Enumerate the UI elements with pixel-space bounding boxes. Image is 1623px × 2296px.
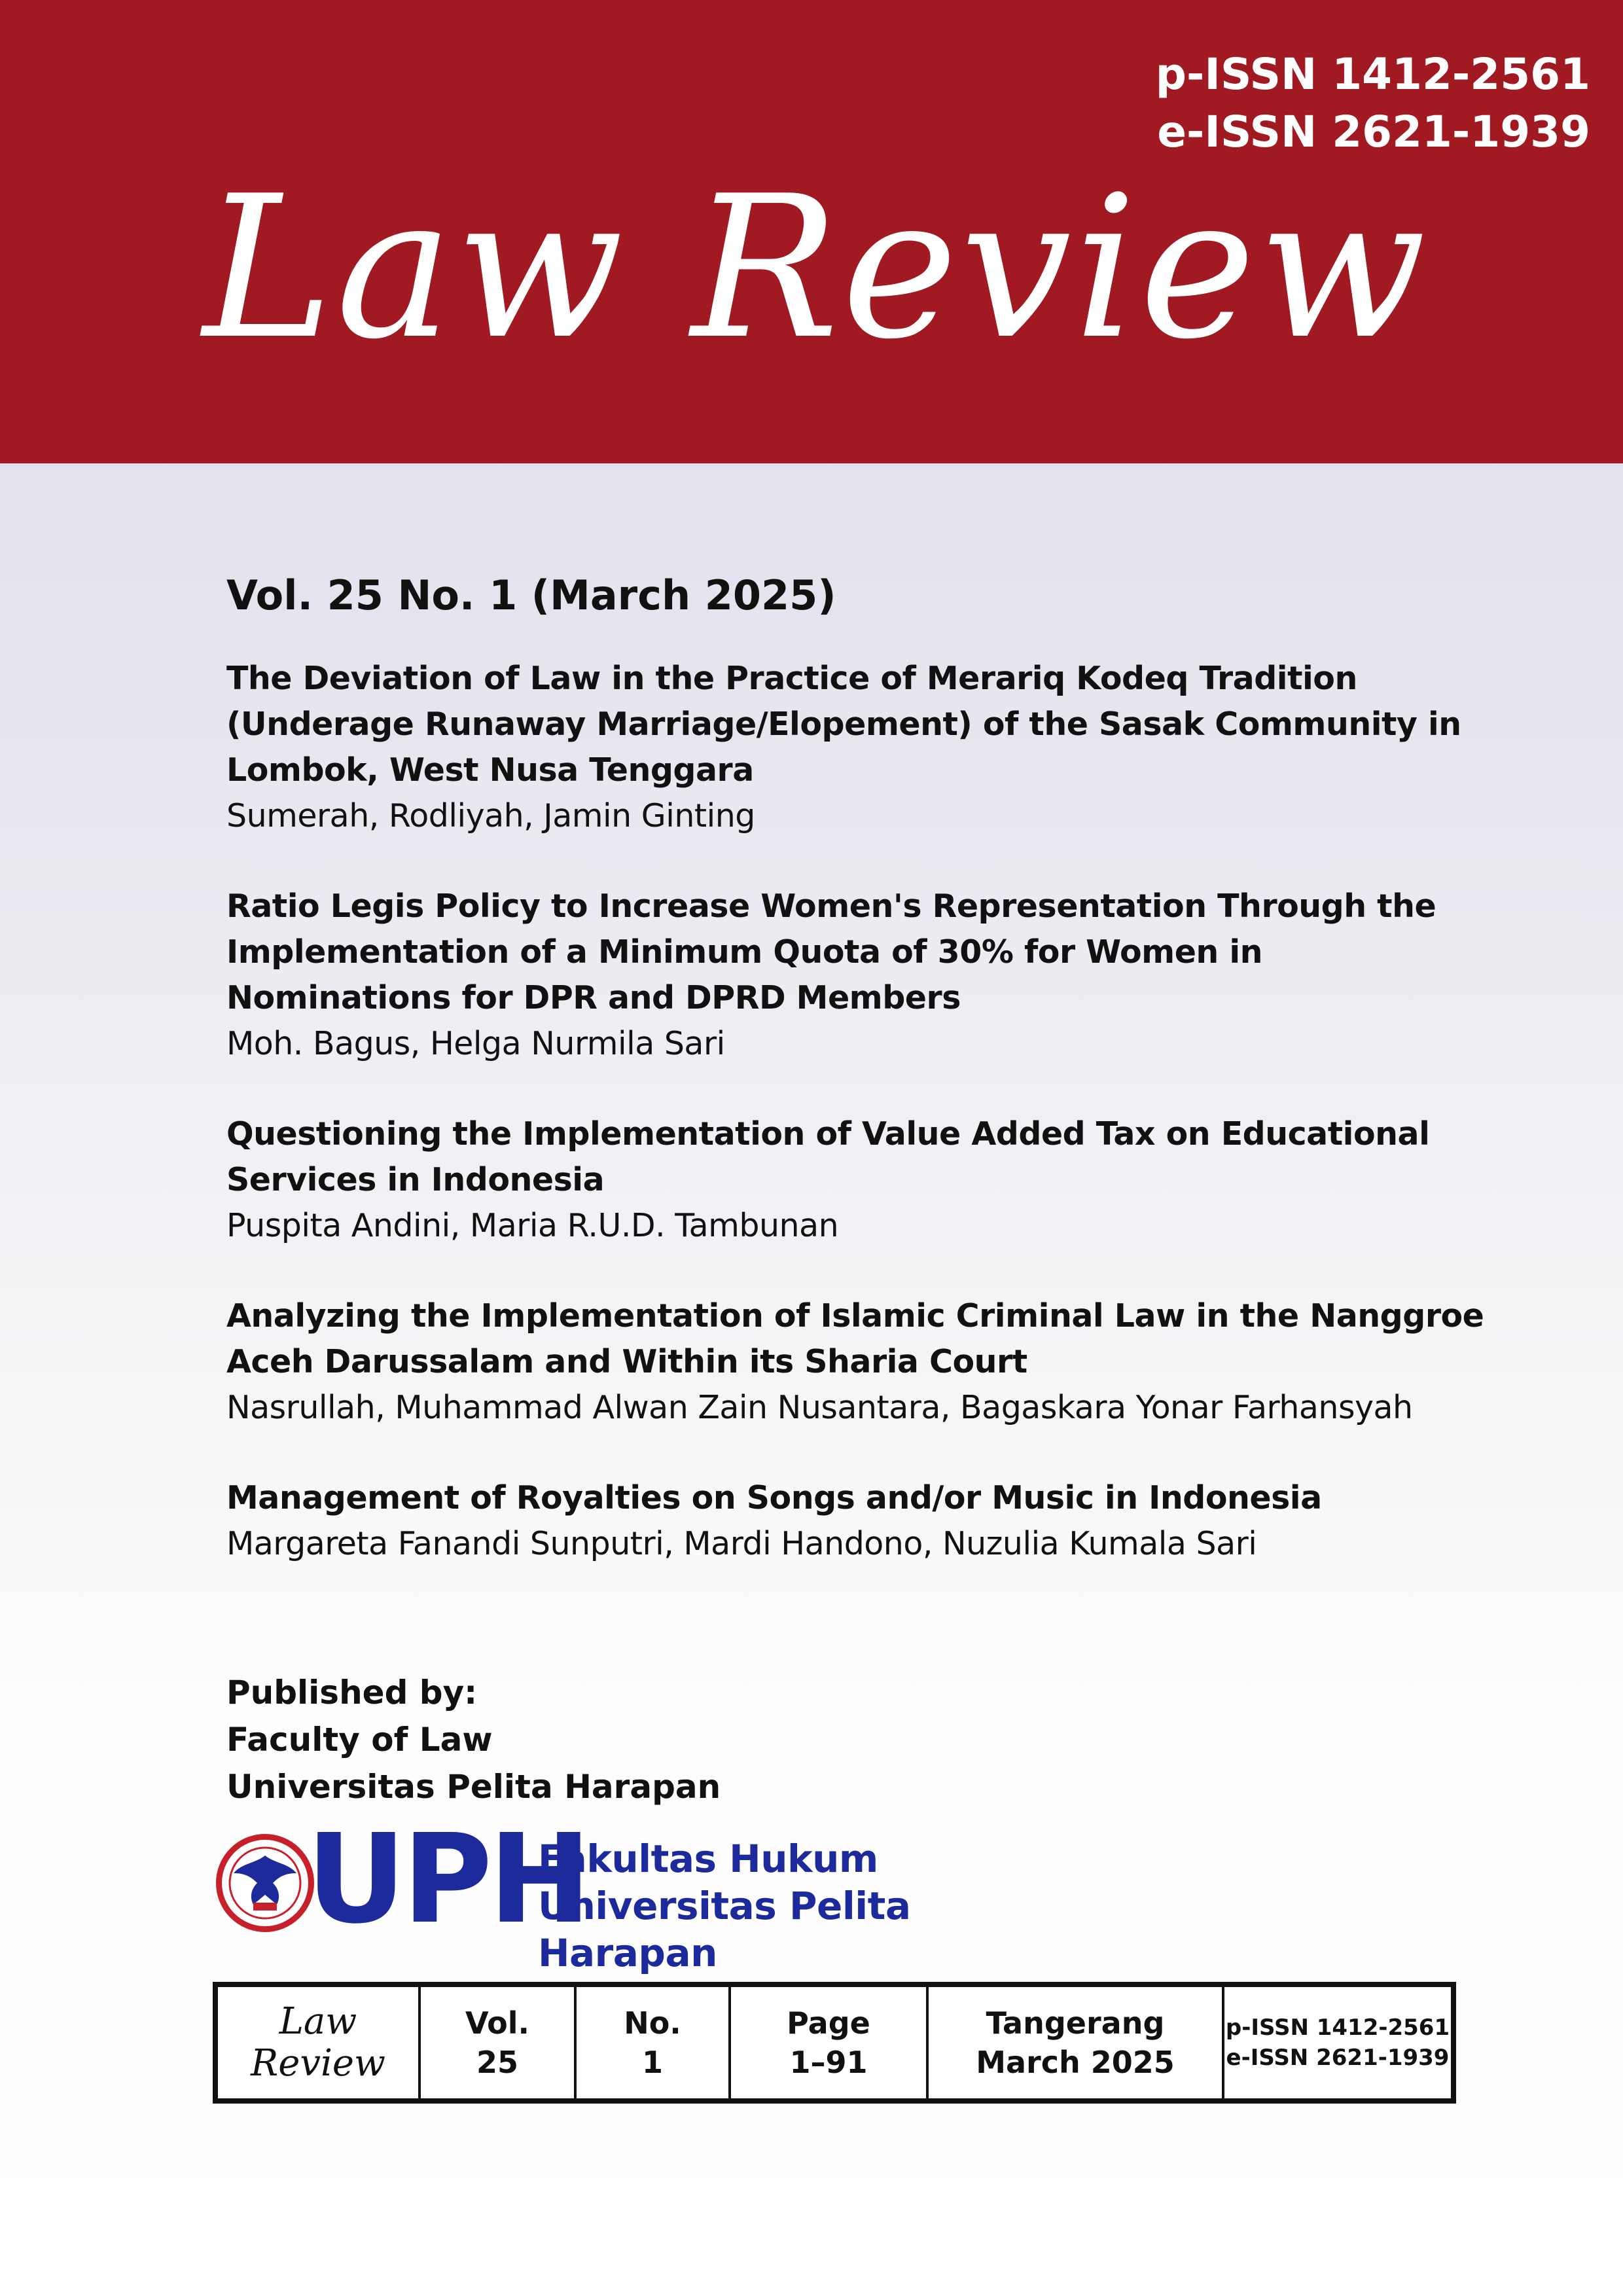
title-line: Lombok, West Nusa Tenggara	[226, 751, 754, 789]
uph-logo	[216, 1808, 1067, 1975]
info-place: Tangerang	[986, 2005, 1165, 2041]
logo-faculty: Fakultas Hukum	[538, 1837, 878, 1881]
volume-issue: Vol. 25 No. 1 (March 2025)	[226, 571, 836, 619]
article-title	[226, 1475, 1503, 1521]
title-line: The Deviation of Law in the Practice of Merariq Kodeq Tradition	[226, 660, 1357, 697]
title-line: Management of Royalties on Songs and/or Music in Indonesia	[226, 1479, 1322, 1516]
eagle-seal-icon	[216, 1834, 314, 1932]
info-volume-value: 25	[476, 2045, 518, 2080]
title-line: Analyzing the Implementation of Islamic Criminal Law in the Nanggroe	[226, 1297, 1484, 1335]
title-line: Services in Indonesia	[226, 1161, 605, 1198]
journal-info-table	[213, 1982, 1456, 2104]
title-line: Ratio Legis Policy to Increase Women's Representation Through the	[226, 888, 1436, 925]
info-number-cell	[577, 1987, 731, 2098]
e-issn: e-ISSN 2621-1939	[1157, 107, 1590, 157]
publisher-university: Universitas Pelita Harapan	[226, 1768, 721, 1806]
info-brand-line: Law	[279, 2000, 357, 2043]
article-entry	[226, 1475, 1503, 1567]
publisher-label: Published by:	[226, 1674, 478, 1712]
article-authors: Puspita Andini, Maria R.U.D. Tambunan	[226, 1207, 839, 1244]
article-title	[226, 1293, 1503, 1385]
article-title	[226, 1111, 1503, 1203]
article-entry	[226, 884, 1503, 1067]
info-brand-cell	[218, 1987, 421, 2098]
journal-masthead: Law Review	[203, 154, 1429, 382]
info-e-issn: e-ISSN 2621-1939	[1226, 2045, 1450, 2071]
article-authors: Sumerah, Rodliyah, Jamin Ginting	[226, 797, 755, 834]
title-line: Aceh Darussalam and Within its Sharia Court	[226, 1343, 1027, 1380]
header-banner	[0, 0, 1623, 463]
uph-wordmark: UPH	[306, 1808, 588, 1951]
article-title	[226, 656, 1503, 793]
info-page-label: Page	[787, 2005, 870, 2041]
info-issn-cell	[1224, 1987, 1451, 2098]
article-entry	[226, 1111, 1503, 1249]
article-title	[226, 884, 1503, 1021]
logo-text	[538, 1835, 1067, 1977]
info-number-label: No.	[624, 2005, 681, 2041]
article-entry	[226, 656, 1503, 839]
title-line: Questioning the Implementation of Value Added Tax on Educational	[226, 1115, 1430, 1153]
publisher-faculty: Faculty of Law	[226, 1721, 493, 1759]
title-line: Nominations for DPR and DPRD Members	[226, 979, 961, 1016]
info-number-value: 1	[641, 2045, 663, 2080]
title-line: (Underage Runaway Marriage/Elopement) of the Sasak Community in	[226, 706, 1461, 743]
publisher-block	[226, 1669, 721, 1810]
article-entry	[226, 1293, 1503, 1431]
issn-block	[1156, 46, 1590, 161]
table-of-contents	[226, 569, 1503, 1611]
info-brand-line: Review	[251, 2042, 385, 2085]
info-page-value: 1–91	[789, 2045, 868, 2080]
article-authors: Margareta Fanandi Sunputri, Mardi Handono, Nuzulia Kumala Sari	[226, 1525, 1257, 1562]
article-authors: Moh. Bagus, Helga Nurmila Sari	[226, 1025, 725, 1062]
info-p-issn: p-ISSN 1412-2561	[1225, 2015, 1450, 2041]
title-line: Implementation of a Minimum Quota of 30% for Women in	[226, 933, 1263, 971]
info-volume-cell	[421, 1987, 577, 2098]
p-issn: p-ISSN 1412-2561	[1155, 49, 1590, 99]
info-page-cell	[731, 1987, 929, 2098]
article-authors: Nasrullah, Muhammad Alwan Zain Nusantara, Bagaskara Yonar Farhansyah	[226, 1389, 1413, 1426]
logo-university: Universitas Pelita Harapan	[538, 1884, 911, 1975]
info-place-date-cell	[929, 1987, 1224, 2098]
info-volume-label: Vol.	[465, 2005, 529, 2041]
info-date: March 2025	[976, 2045, 1175, 2080]
